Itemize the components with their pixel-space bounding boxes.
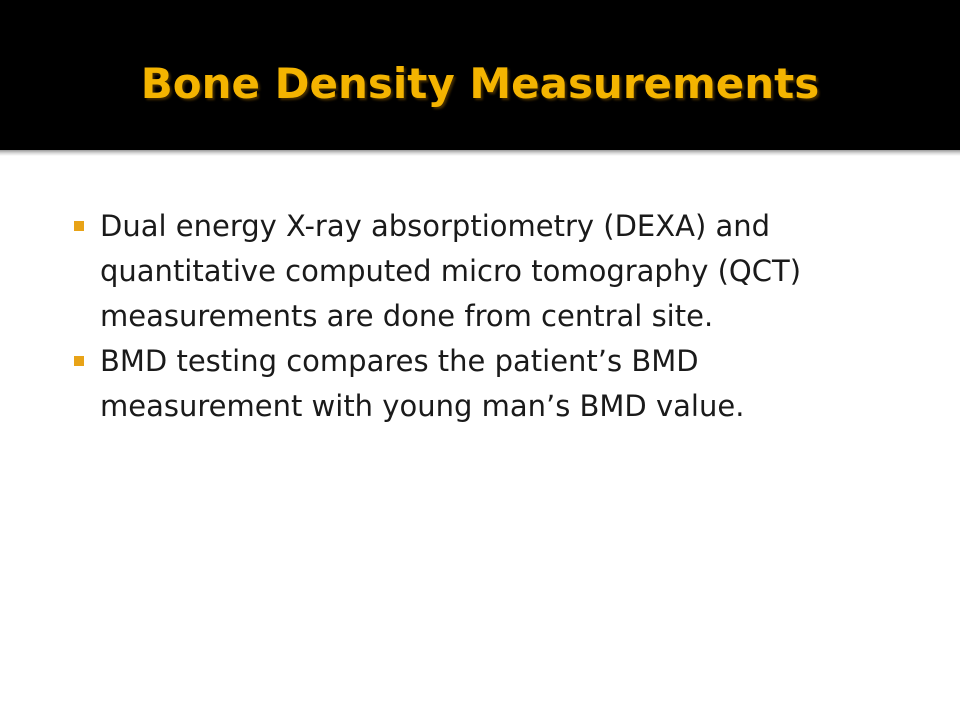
- title-bar: [0, 0, 960, 150]
- square-bullet-icon: [74, 221, 84, 231]
- slide-title: Bone Density Measurements: [140, 59, 820, 108]
- bullet-list: [72, 204, 892, 429]
- title-divider: [0, 150, 960, 156]
- bullet-text: BMD testing compares the patient’s BMD measurement with young man’s BMD value.: [100, 344, 745, 423]
- bullet-item: [72, 204, 892, 339]
- square-bullet-icon: [74, 356, 84, 366]
- bullet-item: [72, 339, 892, 429]
- bullet-text: Dual energy X-ray absorptiometry (DEXA) and quantitative computed micro tomography (QCT) measurements are done from central site.: [100, 209, 802, 333]
